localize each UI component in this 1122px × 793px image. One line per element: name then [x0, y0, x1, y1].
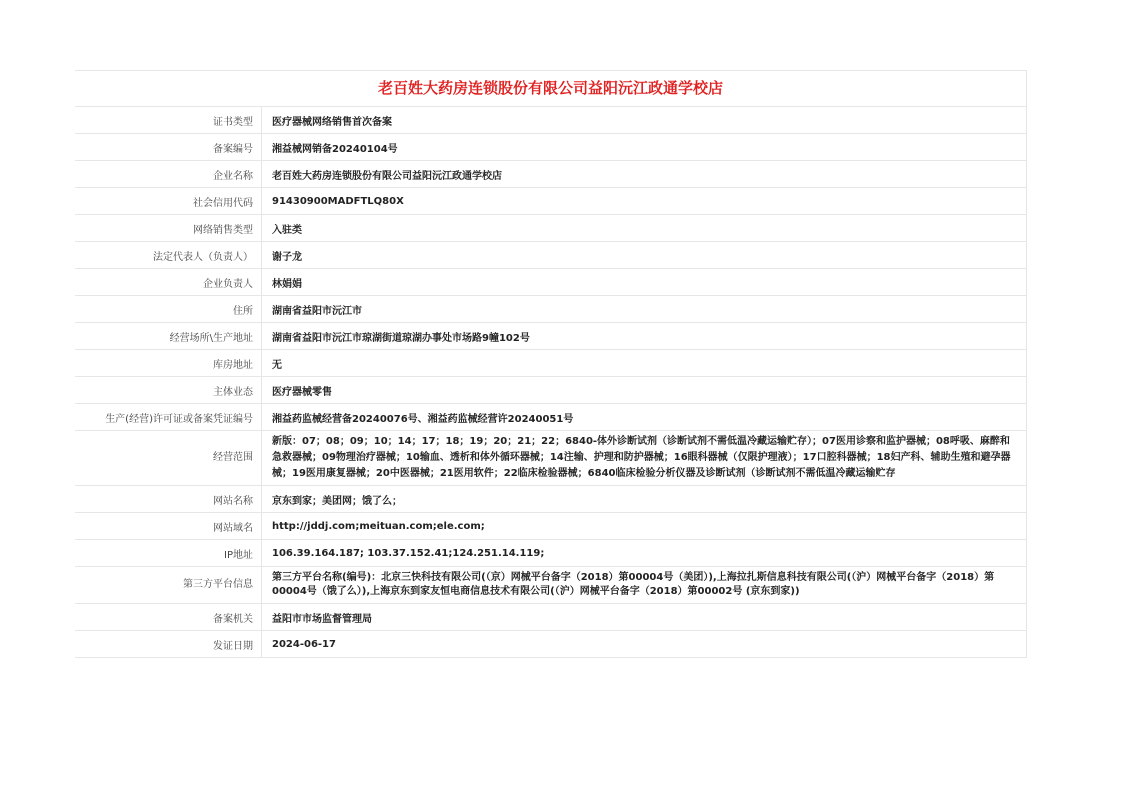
- table-row-issue-date: [75, 631, 1026, 658]
- field-label: 企业名称: [75, 161, 262, 188]
- field-value: 益阳市市场监督管理局: [262, 604, 1027, 631]
- field-value: 2024-06-17: [262, 631, 1027, 658]
- field-value: 湘益械网销备20240104号: [262, 134, 1027, 161]
- table-row-business-address: [75, 323, 1026, 350]
- field-label: 住所: [75, 296, 262, 323]
- field-value: 京东到家；美团网；饿了么；: [262, 486, 1027, 513]
- field-value: 林娟娟: [262, 269, 1027, 296]
- field-value: 无: [262, 350, 1027, 377]
- field-value: 老百姓大药房连锁股份有限公司益阳沅江政通学校店: [262, 161, 1027, 188]
- field-label: IP地址: [75, 540, 262, 567]
- table-row-certificate-type: [75, 107, 1026, 134]
- table-row-business-scope: [75, 431, 1026, 486]
- field-value: 第三方平台名称(编号)：北京三快科技有限公司(（京）网械平台备字（2018）第00004号（美团）),上海拉扎斯信息科技有限公司(（沪）网械平台备字（2018）第00004号（饿了么）),上海京东到家友恒电商信息技术有限公司(（沪）网械平台备字（2018）第00002号 (京东到家)): [262, 567, 1027, 604]
- table-row-company-head: [75, 269, 1026, 296]
- field-value: 医疗器械网络销售首次备案: [262, 107, 1027, 134]
- table-row-third-party-platform: [75, 567, 1026, 604]
- table-row-filing-authority: [75, 604, 1026, 631]
- field-label: 网站名称: [75, 486, 262, 513]
- page-title: 老百姓大药房连锁股份有限公司益阳沅江政通学校店: [75, 71, 1026, 107]
- field-label: 发证日期: [75, 631, 262, 658]
- field-label: 经营范围: [75, 431, 262, 486]
- field-label: 企业负责人: [75, 269, 262, 296]
- field-value: 新版：07；08；09；10；14；17；18；19；20；21；22；6840-体外诊断试剂（诊断试剂不需低温冷藏运输贮存）；07医用诊察和监护器械；08呼吸、麻醉和急救器械；09物理治疗器械；10输血、透析和体外循环器械；14注输、护理和防护器械；16眼科器械（仅限护理液）；17口腔科器械；18妇产科、辅助生殖和避孕器械；19医用康复器械；20中医器械；21医用软件；22临床检验器械；6840临床检验分析仪器及诊断试剂（诊断试剂不需低温冷藏运输贮存: [262, 431, 1027, 486]
- table-row-license-number: [75, 404, 1026, 431]
- table-row-sales-type: [75, 215, 1026, 242]
- field-value: 湘益药监械经营备20240076号、湘益药监械经营许20240051号: [262, 404, 1027, 431]
- field-value: 入驻类: [262, 215, 1027, 242]
- field-label: 生产(经营)许可证或备案凭证编号: [75, 404, 262, 431]
- field-label: 第三方平台信息: [75, 567, 262, 604]
- table-row-ip-address: [75, 540, 1026, 567]
- record-document: [75, 70, 1027, 658]
- record-table: [75, 107, 1026, 658]
- table-row-website-name: [75, 486, 1026, 513]
- field-label: 网络销售类型: [75, 215, 262, 242]
- table-row-record-number: [75, 134, 1026, 161]
- field-value: http://jddj.com;meituan.com;ele.com;: [262, 513, 1027, 540]
- field-label: 经营场所\生产地址: [75, 323, 262, 350]
- field-label: 备案机关: [75, 604, 262, 631]
- table-row-credit-code: [75, 188, 1026, 215]
- field-label: 网站域名: [75, 513, 262, 540]
- table-row-warehouse-address: [75, 350, 1026, 377]
- table-row-company-name: [75, 161, 1026, 188]
- field-label: 库房地址: [75, 350, 262, 377]
- field-label: 证书类型: [75, 107, 262, 134]
- field-label: 社会信用代码: [75, 188, 262, 215]
- table-row-business-format: [75, 377, 1026, 404]
- field-value: 湖南省益阳市沅江市: [262, 296, 1027, 323]
- field-label: 主体业态: [75, 377, 262, 404]
- table-row-legal-representative: [75, 242, 1026, 269]
- table-row-residence: [75, 296, 1026, 323]
- field-value: 谢子龙: [262, 242, 1027, 269]
- field-value: 106.39.164.187; 103.37.152.41;124.251.14.119;: [262, 540, 1027, 567]
- field-value: 91430900MADFTLQ80X: [262, 188, 1027, 215]
- field-label: 法定代表人（负责人）: [75, 242, 262, 269]
- field-label: 备案编号: [75, 134, 262, 161]
- field-value: 医疗器械零售: [262, 377, 1027, 404]
- field-value: 湖南省益阳市沅江市琼湖街道琼湖办事处市场路9幢102号: [262, 323, 1027, 350]
- table-row-website-domain: [75, 513, 1026, 540]
